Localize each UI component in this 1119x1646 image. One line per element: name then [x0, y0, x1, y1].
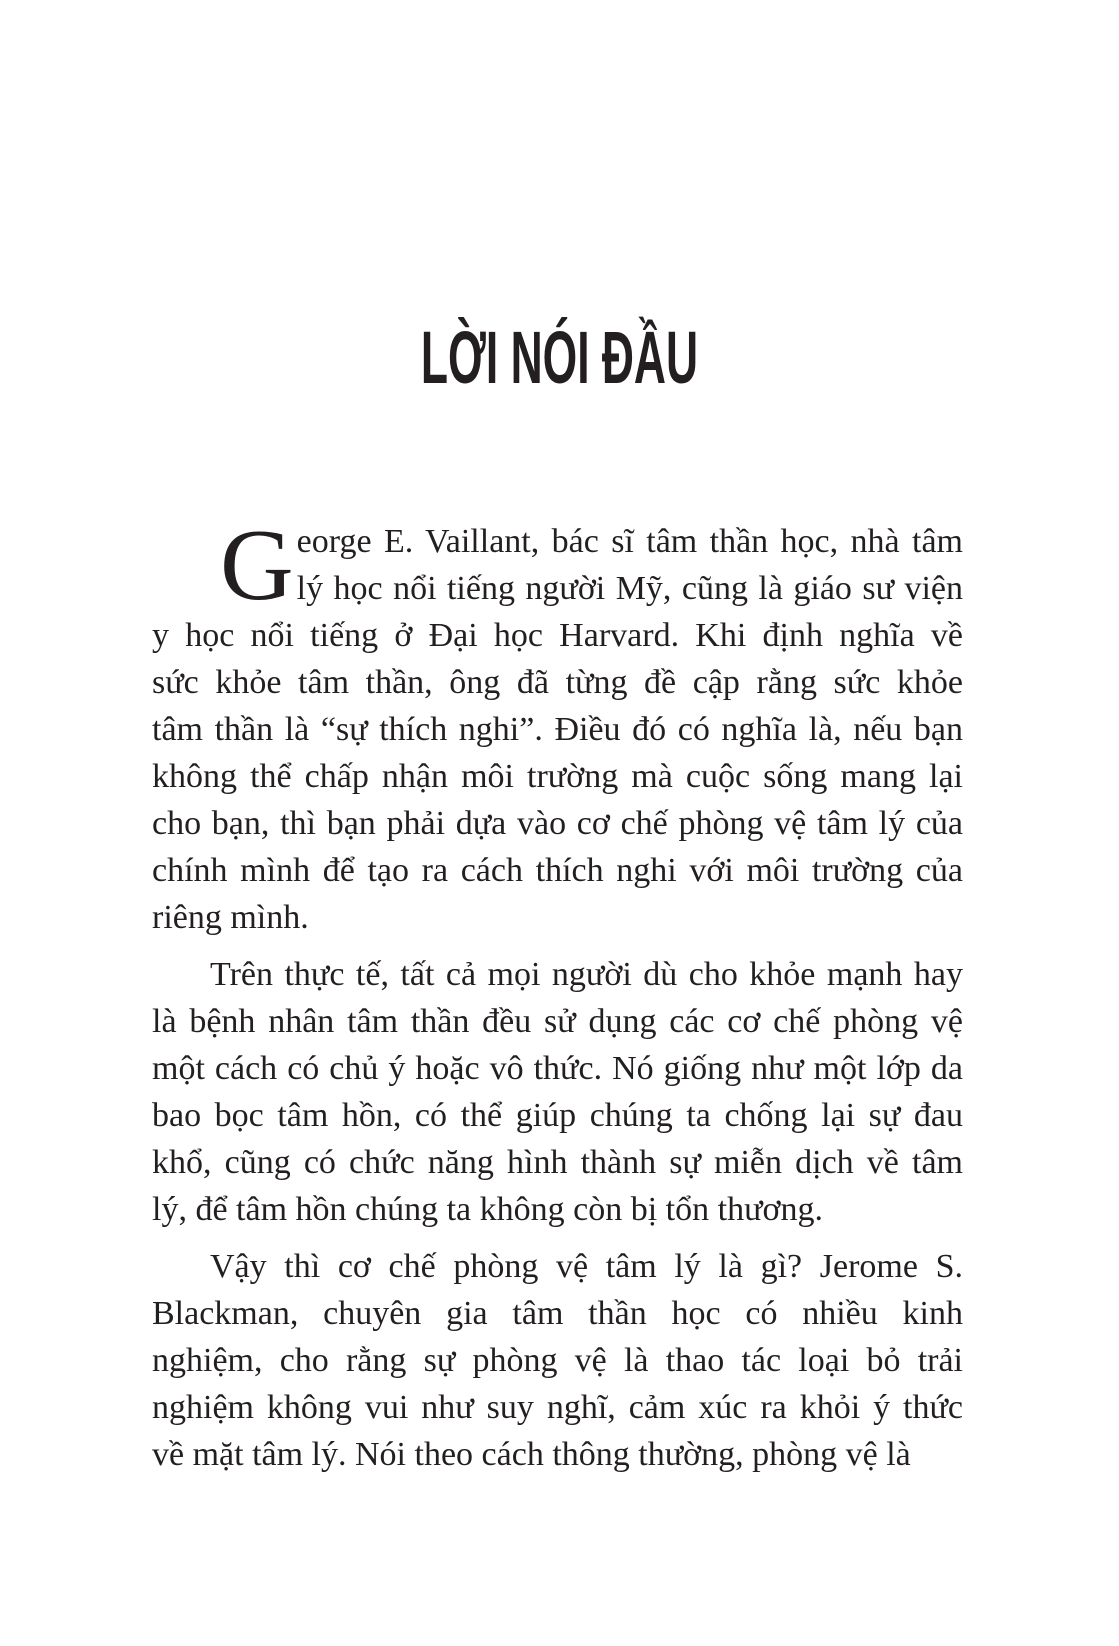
text-line: nghiệm, cho rằng sự phòng vệ là thao tác loại bỏ trải — [152, 1342, 963, 1379]
text-line: một cách có chủ ý hoặc vô thức. Nó giống như một lớp da — [152, 1050, 963, 1087]
paragraph — [152, 1243, 963, 1478]
paragraph — [152, 951, 963, 1233]
text-line: y học nổi tiếng ở Đại học Harvard. Khi định nghĩa về — [152, 617, 963, 654]
text-line: không thể chấp nhận môi trường mà cuộc sống mang lại — [152, 758, 963, 795]
text-line: Vậy thì cơ chế phòng vệ tâm lý là gì? Jerome S. — [210, 1248, 963, 1285]
text-line: sức khỏe tâm thần, ông đã từng đề cập rằng sức khỏe — [152, 664, 963, 701]
text-line: khổ, cũng có chức năng hình thành sự miễn dịch về tâm — [152, 1144, 963, 1181]
body-text — [152, 509, 963, 1488]
text-line: tâm thần là “sự thích nghi”. Điều đó có nghĩa là, nếu bạn — [152, 711, 963, 748]
chapter-title: LỜI NÓI ĐẦU — [420, 316, 699, 399]
drop-cap: G — [220, 509, 294, 622]
text-line: về mặt tâm lý. Nói theo cách thông thường, phòng vệ là — [152, 1436, 911, 1473]
text-line: nghiệm không vui như suy nghĩ, cảm xúc ra khỏi ý thức — [152, 1389, 963, 1426]
text-line: bao bọc tâm hồn, có thể giúp chúng ta chống lại sự đau — [152, 1097, 963, 1134]
text-line: lý, để tâm hồn chúng ta không còn bị tổn thương. — [152, 1191, 823, 1228]
text-line: cho bạn, thì bạn phải dựa vào cơ chế phòng vệ tâm lý của — [152, 805, 963, 842]
text-line: riêng mình. — [152, 899, 309, 936]
text-line: chính mình để tạo ra cách thích nghi với môi trường của — [152, 852, 963, 889]
text-line: Trên thực tế, tất cả mọi người dù cho khỏe mạnh hay — [210, 956, 963, 993]
text-line: là bệnh nhân tâm thần đều sử dụng các cơ chế phòng vệ — [152, 1003, 963, 1040]
text-line: Blackman, chuyên gia tâm thần học có nhiều kinh — [152, 1295, 963, 1332]
text-line: lý học nổi tiếng người Mỹ, cũng là giáo sư viện — [296, 570, 963, 607]
text-line: George E. Vaillant, bác sĩ tâm thần học, nhà tâm — [220, 509, 963, 622]
paragraph — [152, 509, 963, 941]
